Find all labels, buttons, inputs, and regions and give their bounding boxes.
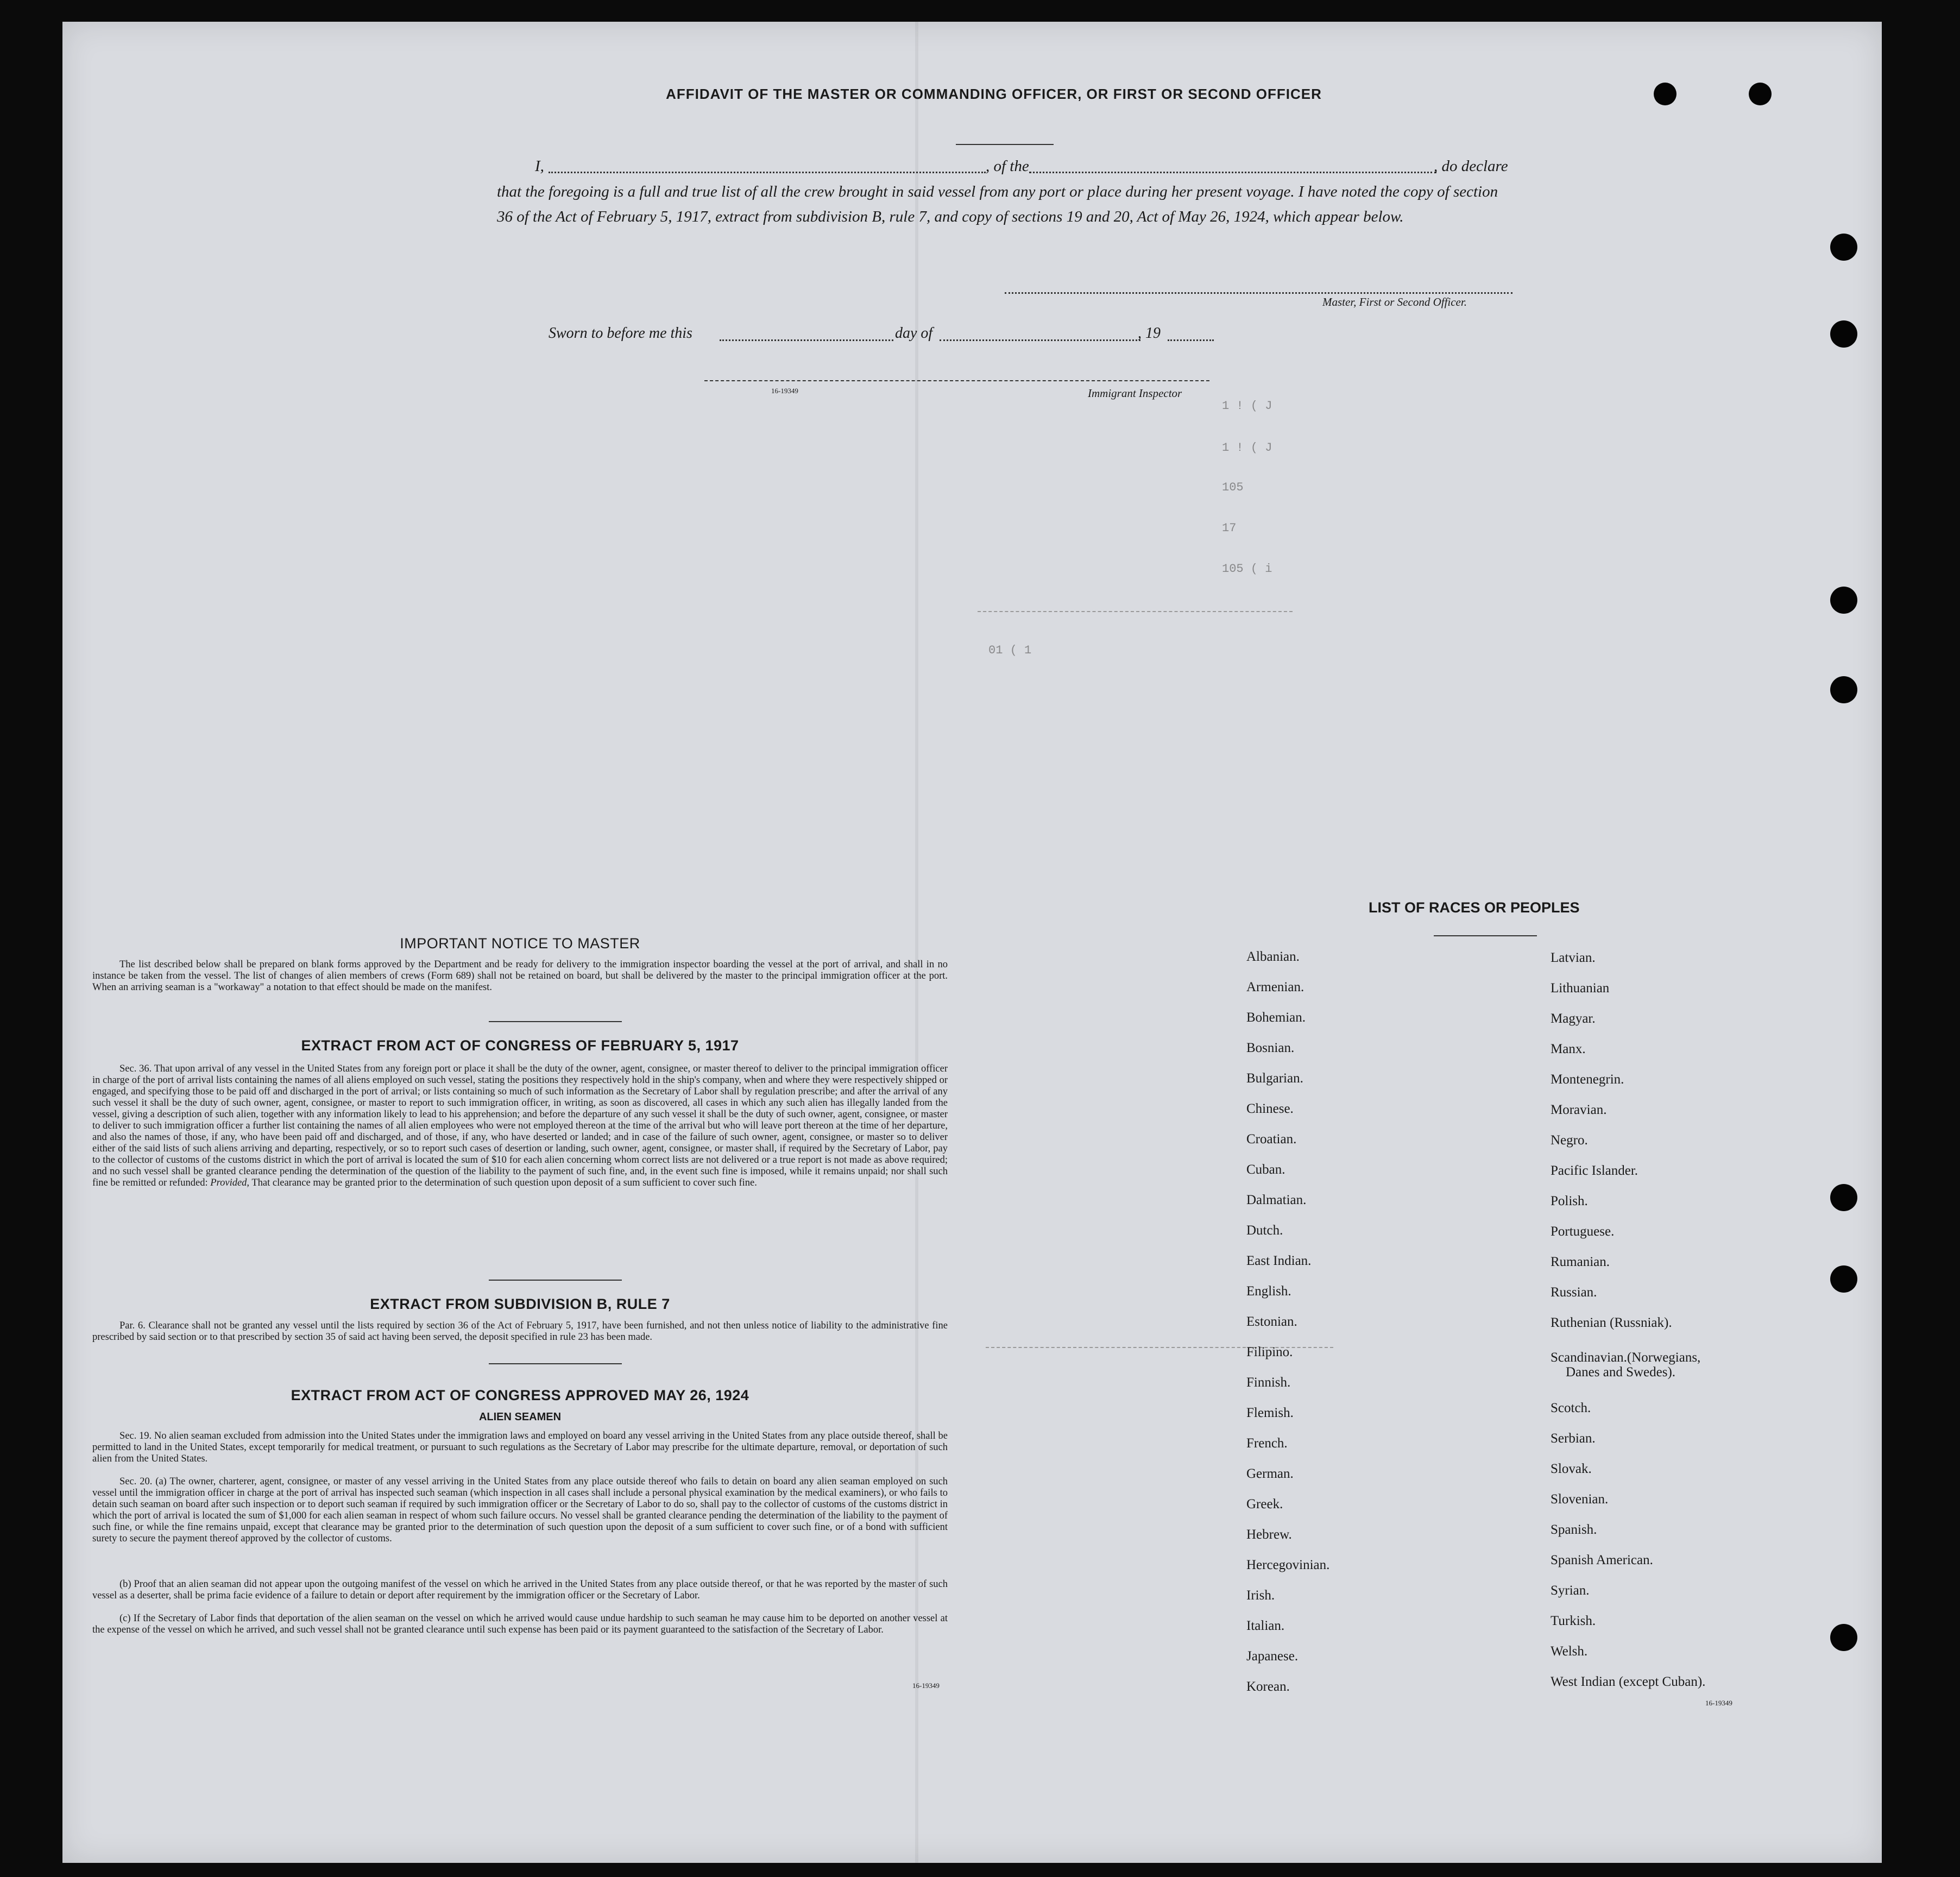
proviso: Provided, [210, 1177, 250, 1188]
race-item-line: Scandinavian.(Norwegians, [1551, 1350, 1701, 1365]
notice-title: IMPORTANT NOTICE TO MASTER [400, 935, 640, 952]
affidavit-line-of-the: , of the [986, 158, 1029, 175]
bleed-through-mark: 105 [1222, 481, 1244, 494]
race-item: Croatian. [1246, 1132, 1297, 1147]
race-item: Bulgarian. [1246, 1071, 1303, 1086]
punch-hole [1830, 1184, 1857, 1211]
races-title: LIST OF RACES OR PEOPLES [1369, 899, 1580, 916]
races-column-1 [1246, 949, 1329, 1710]
punch-hole [1830, 234, 1857, 261]
race-item: Slovak. [1551, 1462, 1592, 1476]
alien-seamen-subtitle: ALIEN SEAMEN [478, 1411, 562, 1423]
punch-hole [1830, 676, 1857, 703]
race-item: Albanian. [1246, 949, 1300, 964]
title-underline [956, 144, 1054, 145]
race-item: Syrian. [1551, 1583, 1590, 1598]
race-item: Italian. [1246, 1618, 1285, 1633]
races-underline [1434, 935, 1537, 936]
race-item: Korean. [1246, 1679, 1290, 1694]
bleed-through-mark: 1 ! ( J [1222, 441, 1272, 455]
race-item: French. [1246, 1436, 1288, 1451]
sworn-year-blank[interactable] [1168, 339, 1214, 341]
race-item: Dalmatian. [1246, 1193, 1307, 1207]
race-item: Spanish. [1551, 1522, 1597, 1537]
race-item: Russian. [1551, 1285, 1597, 1300]
sec-20a-text: Sec. 20. (a) The owner, charterer, agent, consignee, or master of any vessel arriving in the United States from any place outside thereof who fails to detain on board any alien seaman employed on such vessel until the immigration officer in charge at the port of arrival has inspected such seaman (which inspection in all cases shall include a personal physical examination by the medical examiners), or who fails to detain such seaman on board after such inspection or to deport such seaman if required by such immigration officer or the Secretary of Labor to do so, shall pay to the collector of customs of the customs district in which the port of arrival is located the sum of $1,000 for each alien seaman in respect of whom such failure occurs. No vessel shall be granted clearance pending the determination of the liability to the payment of such fine, or while the fine remains unpaid, except that clearance may be granted prior to the determination of such question upon the deposit of a sum sufficient to cover such fine, or of a bond with sufficient surety to secure the payment thereof approved by the collector of customs. [92, 1476, 948, 1544]
race-item: Ruthenian (Russniak). [1551, 1315, 1672, 1330]
race-item: Negro. [1551, 1133, 1588, 1148]
race-item: German. [1246, 1466, 1294, 1481]
sec-20b-text: (b) Proof that an alien seaman did not appear upon the outgoing manifest of the vessel on which he arrived in the United States from any place outside thereof, or that he was reported by the master of such vessel as a deserter, shall be prima facie evidence of a failure to detain or deport after requirement by the immigration officer or the Secretary of Labor. [92, 1579, 948, 1601]
section-divider [489, 1021, 622, 1022]
signature-blank[interactable] [1005, 292, 1512, 294]
form-number: 16-19349 [1705, 1699, 1732, 1707]
race-item: Chinese. [1246, 1101, 1294, 1116]
form-number: 16-19349 [771, 387, 798, 395]
extract-rule7-title: EXTRACT FROM SUBDIVISION B, RULE 7 [370, 1296, 670, 1312]
race-item: Latvian. [1551, 950, 1596, 965]
name-blank[interactable] [549, 172, 986, 173]
race-item: Japanese. [1246, 1649, 1299, 1664]
race-item: Finnish. [1246, 1375, 1291, 1390]
race-item: Irish. [1246, 1588, 1275, 1603]
race-item: Serbian. [1551, 1431, 1596, 1446]
bleed-through-mark: 1 ! ( J [1222, 399, 1272, 413]
race-item-line: Danes and Swedes). [1566, 1365, 1676, 1380]
sworn-line-start: Sworn to before me this [549, 325, 692, 342]
section-divider [489, 1280, 622, 1281]
affidavit-line-declare: , do declare [1434, 158, 1508, 175]
race-item: Magyar. [1551, 1011, 1596, 1026]
bleed-through-mark: 01 ( 1 [988, 644, 1032, 657]
race-item: Pacific Islander. [1551, 1163, 1638, 1178]
notice-text: The list described below shall be prepared on blank forms approved by the Department and be ready for delivery to the immigration inspector boarding the vessel at the port of arrival, and shall in no instance be taken from the vessel. The list of changes of alien members of crews (Form 689) shall not be retained on board, but shall be delivered by the master to the principal immigration officer at the port. When an arriving seaman is a "workaway" a notation to that effect should be made on the manifest. [92, 959, 948, 993]
extract-rule7-text: Par. 6. Clearance shall not be granted any vessel until the lists required by section 36 of the Act of February 5, 1917, have been furnished, and not then unless notice of liability to the administrative fine prescribed by said section or to that prescribed by section 35 of said act having been served, the deposit specified in rule 23 has been made. [92, 1320, 948, 1343]
race-item: English. [1246, 1284, 1291, 1299]
extract-1917-body: Sec. 36. That upon arrival of any vessel in the United States from any foreign port or place it shall be the duty of the owner, agent, consignee, or master thereof to deliver to the principal immigration officer in charge of the port of arrival lists containing the names of all aliens employed on such vessel, stating the positions they respectively hold in the ship's company, when and where they were respectively shipped or engaged, and specifying those to be paid off and discharged in the port of arrival; or lists containing so much of such information as the Secretary of Labor shall by regulation prescribe; and after the arrival of any such vessel it shall be the duty of such owner, agent, consignee, or master to report to such immigration officer, in writing, as soon as discovered, all cases in which any such alien has illegally landed from the vessel, giving a description of such alien, together with any information likely to lead to his apprehension; and before the departure of any such vessel it shall be the duty of such owner, agent, consignee, or master to deliver to such immigration officer a further list containing the names of all alien employees who were not employed thereon at the time of the arrival but who will leave port thereon at the time of her departure, and also the names of those, if any, who have been paid off and discharged, and of those, if any, who have deserted or landed; and in case of the failure of such owner, agent, consignee, or master so to deliver either of the said lists of such aliens arriving and departing, respectively, or so to report such cases of desertion or landing, such owner, agent, consignee, or master shall, if required by the Secretary of Labor, pay to the collector of customs of the customs district in which the port of arrival is located the sum of $10 for each alien concerning whom correct lists are not delivered or a true report is not made as above required; and no such vessel shall be granted clearance pending the determination of the question of the liability to the payment of such fine, and, in the event such fine is imposed, while it remains unpaid; nor shall such fine be remitted or refunded: [92, 1063, 948, 1188]
sworn-line-mid: day of [895, 325, 933, 342]
race-item: Slovenian. [1551, 1492, 1609, 1507]
race-item: Portuguese. [1551, 1224, 1615, 1239]
race-item: Bosnian. [1246, 1041, 1295, 1055]
races-column-2 [1551, 950, 1705, 1705]
punch-hole [1830, 1265, 1857, 1293]
signature-label: Master, First or Second Officer. [1322, 295, 1467, 308]
race-item: Moravian. [1551, 1103, 1607, 1117]
race-item: Montenegrin. [1551, 1072, 1624, 1087]
punch-hole [1830, 1624, 1857, 1651]
punch-hole [1830, 587, 1857, 614]
race-item: Filipino. [1246, 1345, 1293, 1359]
affidavit-paragraph: that the foregoing is a full and true list of all the crew brought in said vessel from any port or place during her present voyage. I have noted the copy of section 36 of the Act of February 5, 1917, extract from subdivision B, rule 7, and copy of sections 19 and 20, Act of May 26, 1924, which appear below. [497, 183, 1498, 225]
race-item: Scotch. [1551, 1401, 1591, 1415]
sworn-month-blank[interactable] [940, 339, 1140, 341]
sworn-day-blank[interactable] [720, 339, 893, 341]
affidavit-title: AFFIDAVIT OF THE MASTER OR COMMANDING OFFICER, OR FIRST OR SECOND OFFICER [666, 86, 1322, 102]
race-item: Manx. [1551, 1042, 1586, 1056]
bleed-through-mark: 17 [1222, 521, 1237, 535]
race-item: West Indian (except Cuban). [1551, 1674, 1706, 1689]
sec-19-text: Sec. 19. No alien seaman excluded from admission into the United States under the immigration laws and employed on board any vessel arriving in the United States from any place outside thereof, shall be permitted to land in the United States, except temporarily for medical treatment, or pursuant to such regulations as the Secretary of Labor may prescribe for the ultimate departure, removal, or deportation of such alien from the United States. [92, 1431, 948, 1464]
section-divider [489, 1363, 622, 1364]
race-item: Armenian. [1246, 980, 1304, 994]
punch-hole [1654, 83, 1677, 105]
race-item: Dutch. [1246, 1223, 1283, 1238]
extract-1917-end: That clearance may be granted prior to the determination of such question upon deposit of a sum sufficient to cover such fine. [251, 1177, 757, 1188]
extract-1917-text [92, 1063, 948, 1189]
punch-hole [1830, 320, 1857, 348]
affidavit-line-i: I, [535, 158, 544, 175]
punch-hole [1749, 83, 1772, 105]
race-item: Rumanian. [1551, 1255, 1610, 1269]
inspector-label: Immigrant Inspector [1088, 387, 1182, 400]
race-item [1551, 1346, 1705, 1401]
race-item: Flemish. [1246, 1406, 1294, 1420]
extract-1924-title: EXTRACT FROM ACT OF CONGRESS APPROVED MAY 26, 1924 [291, 1387, 749, 1403]
race-item: Hercegovinian. [1246, 1558, 1330, 1572]
race-item: Spanish American. [1551, 1553, 1653, 1567]
race-item: Welsh. [1551, 1644, 1588, 1659]
bleed-through-mark: 105 ( i [1222, 562, 1272, 576]
race-item: Estonian. [1246, 1314, 1297, 1329]
inspector-signature-line [704, 380, 1209, 381]
race-item: East Indian. [1246, 1254, 1312, 1268]
race-item: Hebrew. [1246, 1527, 1292, 1542]
vessel-blank[interactable] [1029, 172, 1436, 173]
race-item: Greek. [1246, 1497, 1283, 1511]
form-number: 16-19349 [912, 1681, 940, 1690]
sworn-line-end: , 19 [1138, 325, 1161, 342]
race-item: Lithuanian [1551, 981, 1610, 996]
bleed-through-line [978, 611, 1293, 612]
race-item: Polish. [1551, 1194, 1588, 1208]
race-item: Turkish. [1551, 1614, 1596, 1628]
race-item: Bohemian. [1246, 1010, 1306, 1025]
race-item: Cuban. [1246, 1162, 1285, 1177]
sec-20c-text: (c) If the Secretary of Labor finds that deportation of the alien seaman on the vessel on which he arrived would cause undue hardship to such seaman he may cause him to be deported on another vessel at the expense of the vessel on which he arrived, and such vessel shall not be granted clearance until such expense has been paid or its payment guaranteed to the satisfaction of the Secretary of Labor. [92, 1613, 948, 1635]
extract-1917-title: EXTRACT FROM ACT OF CONGRESS OF FEBRUARY 5, 1917 [301, 1037, 739, 1054]
